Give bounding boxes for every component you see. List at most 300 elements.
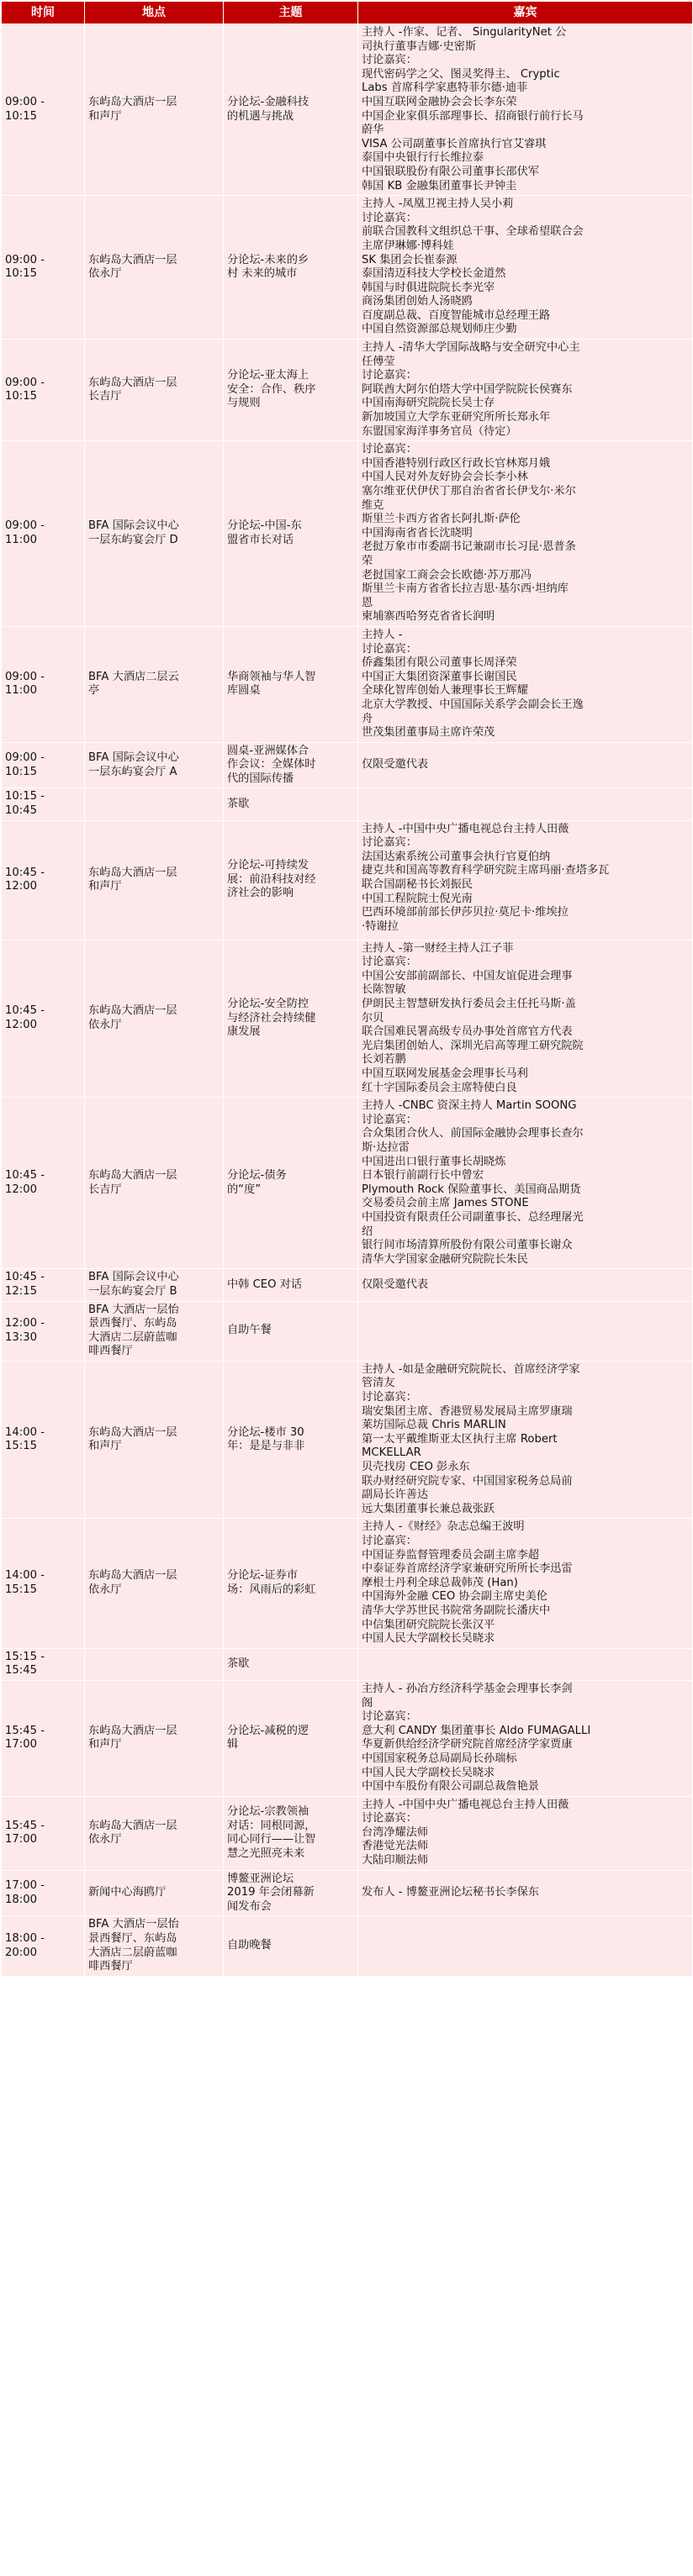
table-row	[2, 788, 693, 820]
time-line: 15:45 -	[5, 1819, 45, 1832]
venue-cell	[85, 742, 224, 788]
topic-line: 盟省市长对话	[227, 534, 294, 547]
topic-cell	[224, 820, 358, 940]
time-line: 12:00 -	[5, 1317, 45, 1330]
venue-line: 依永厅	[88, 1018, 122, 1031]
guests-line: 全球化智库创始人兼理事长王辉耀	[362, 684, 528, 698]
topic-line: 代的国际传播	[227, 772, 294, 785]
topic-line: 茶歇	[227, 1657, 250, 1671]
guests-line: 伊朗民主智慧研发执行委员会主任托马斯·盖	[362, 998, 576, 1011]
guests-line: 东盟国家海洋事务官员（待定）	[362, 424, 517, 438]
guests-cell	[358, 1361, 693, 1519]
time-line: 15:45	[5, 1664, 38, 1678]
venue-cell	[85, 1301, 224, 1361]
guests-line: 讨论嘉宾：	[362, 1710, 417, 1724]
table-row	[2, 1519, 693, 1648]
guests-line: 新加坡国立大学东亚研究所所长郑永年	[362, 411, 551, 424]
guests-line: 北京大学教授、中国国际关系学会副会长王逸	[362, 698, 584, 711]
guests-line: 主持人 -作家、记者、 SingularityNet 公	[362, 26, 567, 39]
table-row	[2, 1796, 693, 1870]
guests-line: 斯里兰卡西方省省长阿扎斯·萨伦	[362, 513, 521, 526]
venue-cell	[85, 1269, 224, 1301]
topic-line: 分论坛-中国-东	[227, 519, 302, 533]
time-line: 12:15	[5, 1284, 38, 1298]
venue-line: 依永厅	[88, 267, 122, 281]
venue-cell	[85, 196, 224, 340]
guests-line: 捷克共和国高等教育科学研究院主席玛丽·查塔多瓦	[362, 864, 610, 877]
topic-line: 自助午餐	[227, 1324, 272, 1337]
venue-line: BFA 国际会议中心	[88, 1271, 179, 1284]
table-row	[2, 1680, 693, 1796]
topic-line: 年：是是与非非	[227, 1440, 305, 1453]
venue-line: 亭	[88, 684, 100, 698]
guests-line: 中国中车股份有限公司副总裁詹艳景	[362, 1780, 539, 1794]
topic-line: 分论坛-楼市 30	[227, 1425, 304, 1439]
venue-line: 一层东屿宴会厅 A	[88, 765, 177, 778]
venue-line: 东屿岛大酒店一层	[88, 253, 177, 266]
topic-line: 分论坛-安全防控	[227, 998, 309, 1011]
venue-line: 大酒店二层蔚蓝咖	[88, 1330, 177, 1344]
guests-line: 清华大学苏世民书院常务副院长潘庆中	[362, 1604, 551, 1617]
guests-line: 瑞安集团主席、香港贸易发展局主席罗康瑞	[362, 1404, 573, 1418]
time-line: 10:45 -	[5, 866, 45, 879]
time-line: 10:45	[5, 804, 38, 818]
venue-line: 东屿岛大酒店一层	[88, 1819, 177, 1832]
time-cell	[2, 1361, 85, 1519]
venue-line: 和声厅	[88, 109, 122, 123]
guests-line: 阿联酋大阿尔伯塔大学中国学院院长侯赛东	[362, 382, 573, 396]
venue-cell	[85, 1648, 224, 1680]
guests-line: 主持人 -中国中央广播电视总台主持人田薇	[362, 1798, 569, 1811]
time-cell	[2, 340, 85, 441]
guests-line: 红十字国际委员会主席特使白良	[362, 1081, 517, 1094]
table-row	[2, 626, 693, 742]
guests-line: 中信集团研究院院长张汉平	[362, 1618, 495, 1631]
topic-line: 中韩 CEO 对话	[227, 1277, 303, 1291]
time-cell	[2, 1796, 85, 1870]
guests-cell	[358, 1680, 693, 1796]
guests-line: 主持人 -中国中央广播电视总台主持人田薇	[362, 822, 569, 835]
guests-cell	[358, 1916, 693, 1976]
guests-line: 主持人 - 孙冶方经济科学基金会理事长李剑	[362, 1682, 573, 1695]
venue-cell	[85, 1519, 224, 1648]
guests-line: 中国海外金融 CEO 协会副主席史美伦	[362, 1590, 548, 1604]
guests-line: 副局长许善达	[362, 1488, 429, 1502]
time-line: 09:00 -	[5, 253, 45, 266]
time-line: 09:00 -	[5, 670, 45, 683]
topic-cell	[224, 1680, 358, 1796]
guests-line: 阁	[362, 1696, 373, 1709]
time-cell	[2, 1098, 85, 1269]
venue-cell	[85, 940, 224, 1098]
time-cell	[2, 1269, 85, 1301]
table-row	[2, 196, 693, 340]
topic-cell	[224, 1916, 358, 1976]
venue-line: 东屿岛大酒店一层	[88, 1169, 177, 1183]
guests-line: 中国工程院院士倪光南	[362, 892, 473, 905]
guests-line: 讨论嘉宾：	[362, 443, 417, 456]
table-row	[2, 441, 693, 627]
topic-line: 分论坛-证券市	[227, 1569, 298, 1583]
table-row	[2, 1870, 693, 1916]
topic-line: 慧之光照亮未来	[227, 1846, 305, 1860]
time-line: 10:15	[5, 390, 38, 403]
time-line: 10:45 -	[5, 1004, 45, 1018]
header-topic: 主题	[224, 2, 358, 24]
time-cell	[2, 626, 85, 742]
topic-line: 分论坛-可持续发	[227, 859, 309, 872]
guests-line: 百度副总裁、百度智能城市总经理王路	[362, 308, 551, 322]
guests-line: 日本银行前副行长中曾宏	[362, 1169, 484, 1183]
guests-line: 华夏新供给经济学研究院首席经济学家贾康	[362, 1738, 573, 1752]
guests-line: 香港觉光法师	[362, 1840, 429, 1853]
venue-line: 东屿岛大酒店一层	[88, 95, 177, 108]
venue-line: 和声厅	[88, 880, 122, 893]
guests-line: 仅限受邀代表	[362, 1277, 429, 1291]
guests-line: 巴西环境部前部长伊莎贝拉·莫尼卡·维埃拉	[362, 906, 569, 919]
guests-line: 讨论嘉宾：	[362, 369, 417, 382]
topic-line: 华商领袖与华人智	[227, 670, 316, 683]
guests-line: 中国银联股份有限公司董事长邵伏军	[362, 165, 539, 178]
time-cell	[2, 820, 85, 940]
guests-line: 前联合国教科文组织总干事、全球希望联合会	[362, 225, 584, 239]
guests-line: 韩国与时俱进院院长李光宰	[362, 281, 495, 294]
guests-line: 长陈智敏	[362, 983, 406, 997]
topic-cell	[224, 788, 358, 820]
guests-line: 远大集团董事长兼总裁张跃	[362, 1502, 495, 1515]
guests-line: 舟	[362, 712, 373, 725]
guests-cell	[358, 626, 693, 742]
venue-cell	[85, 1870, 224, 1916]
guests-line: 中国互联网发展基金会理事长马利	[362, 1067, 528, 1080]
table-row	[2, 1269, 693, 1301]
guests-line: 讨论嘉宾：	[362, 642, 417, 656]
guests-line: 中国国家税务总局副局长孙瑞标	[362, 1752, 517, 1765]
table-row	[2, 940, 693, 1098]
topic-line: 作会议：全媒体时	[227, 758, 316, 772]
guests-line: 联合国副秘书长刘振民	[362, 878, 473, 892]
guests-cell	[358, 1796, 693, 1870]
guests-line: 台湾净耀法师	[362, 1825, 429, 1839]
guests-line: 侨鑫集团有限公司董事长周泽荣	[362, 656, 517, 670]
table-row	[2, 1098, 693, 1269]
time-line: 09:00 -	[5, 95, 45, 108]
topic-line: 分论坛-债务	[227, 1169, 287, 1183]
topic-cell	[224, 1870, 358, 1916]
time-line: 15:45 -	[5, 1724, 45, 1737]
guests-line: 塞尔维亚伏伊伏丁那自治省省长伊戈尔·米尔	[362, 485, 576, 498]
guests-line: 讨论嘉宾：	[362, 956, 417, 969]
guests-line: 莱坊国际总裁 Chris MARLIN	[362, 1419, 506, 1432]
guests-line: 中国南海研究院院长吴士存	[362, 397, 495, 410]
time-cell	[2, 441, 85, 627]
guests-line: 讨论嘉宾：	[362, 1812, 417, 1825]
guests-line: 联办财经研究院专家、中国国家税务总局前	[362, 1474, 573, 1488]
guests-line: 中国人民大学副校长吴晓求	[362, 1766, 495, 1779]
time-line: 15:15 -	[5, 1650, 45, 1663]
guests-line: 合众集团合伙人、前国际金融协会理事长查尔	[362, 1127, 584, 1140]
venue-line: 依永厅	[88, 1583, 122, 1597]
guests-line: 发布人 - 博鳌亚洲论坛秘书长李保东	[362, 1886, 539, 1899]
venue-line: 东屿岛大酒店一层	[88, 866, 177, 879]
venue-line: BFA 国际会议中心	[88, 751, 179, 764]
time-line: 10:15	[5, 109, 38, 123]
guests-cell	[358, 940, 693, 1098]
venue-cell	[85, 1098, 224, 1269]
time-line: 17:00	[5, 1738, 38, 1752]
guests-line: 中国公安部前副部长、中国友谊促进会理事	[362, 969, 573, 982]
topic-line: 与规则	[227, 397, 261, 410]
topic-line: 的机遇与挑战	[227, 109, 294, 123]
topic-cell	[224, 1796, 358, 1870]
topic-cell	[224, 441, 358, 627]
guests-line: 斯里兰卡南方省省长拉吉思·基尔西·坦纳库	[362, 582, 569, 596]
venue-line: 东屿岛大酒店一层	[88, 1004, 177, 1018]
time-line: 18:00 -	[5, 1932, 45, 1946]
topic-line: 分论坛-亚太海上	[227, 369, 309, 382]
guests-line: 恩	[362, 596, 373, 609]
guests-line: 大陆印顺法师	[362, 1854, 429, 1867]
time-line: 09:00 -	[5, 519, 45, 533]
guests-line: 中国自然资源部总规划师庄少勤	[362, 323, 517, 336]
guests-line: 斯·达拉雷	[362, 1140, 410, 1154]
guests-line: VISA 公司副董事长首席执行官艾睿琪	[362, 137, 547, 150]
time-line: 10:15	[5, 267, 38, 281]
guests-line: 尔贝	[362, 1011, 384, 1025]
topic-line: 安全：合作、秩序	[227, 382, 316, 396]
venue-line: 东屿岛大酒店一层	[88, 1425, 177, 1439]
guests-cell	[358, 340, 693, 441]
guests-line: 第一太平戴维斯亚太区执行主席 Robert	[362, 1432, 558, 1446]
time-line: 14:00 -	[5, 1425, 45, 1439]
guests-cell	[358, 742, 693, 788]
guests-line: 现代密码学之父、图灵奖得主、 Cryptic	[362, 67, 560, 81]
guests-cell	[358, 196, 693, 340]
guests-line: 中国投资有限责任公司副董事长、总经理屠光	[362, 1210, 584, 1224]
guests-line: 韩国 KB 金融集团董事长尹钟圭	[362, 179, 517, 192]
topic-cell	[224, 24, 358, 196]
time-line: 17:00 -	[5, 1878, 45, 1892]
guests-line: 讨论嘉宾：	[362, 211, 417, 224]
time-line: 15:15	[5, 1440, 38, 1453]
guests-line: 绍	[362, 1225, 373, 1238]
guests-line: 中国人民对外友好协会会长李小林	[362, 471, 528, 484]
guests-line: 世茂集团董事局主席许荣茂	[362, 726, 495, 740]
venue-line: 东屿岛大酒店一层	[88, 376, 177, 389]
guests-line: 仅限受邀代表	[362, 758, 429, 772]
venue-cell	[85, 441, 224, 627]
venue-cell	[85, 788, 224, 820]
topic-line: 分论坛-宗教领袖	[227, 1804, 309, 1818]
venue-line: 新闻中心海鸥厅	[88, 1886, 167, 1899]
topic-line: 辑	[227, 1738, 239, 1752]
time-line: 12:00	[5, 1183, 38, 1196]
venue-cell	[85, 1361, 224, 1519]
guests-line: 意大利 CANDY 集团董事长 Aldo FUMAGALLI	[362, 1724, 591, 1737]
venue-cell	[85, 340, 224, 441]
topic-line: 村 未来的城市	[227, 267, 298, 281]
table-row	[2, 24, 693, 196]
guests-line: 中国海南省省长沈晓明	[362, 526, 473, 540]
guests-line: 中国人民大学副校长吴晓求	[362, 1632, 495, 1646]
venue-cell	[85, 1680, 224, 1796]
time-line: 20:00	[5, 1946, 38, 1959]
guests-line: 荣	[362, 554, 373, 567]
guests-line: 清华大学国家金融研究院院长朱民	[362, 1252, 528, 1266]
topic-line: 场：风雨后的彩虹	[227, 1583, 316, 1597]
topic-line: 对话：同根同源，	[227, 1819, 316, 1832]
topic-cell	[224, 1519, 358, 1648]
time-line: 11:00	[5, 534, 38, 547]
guests-line: 银行间市场清算所股份有限公司董事长谢众	[362, 1239, 573, 1252]
topic-line: 库圆桌	[227, 684, 261, 698]
guests-line: 老挝万象市市委副书记兼副市长习昆·恩普条	[362, 540, 576, 554]
guests-line: 主席伊琳娜·博科娃	[362, 239, 454, 252]
guests-cell	[358, 1870, 693, 1916]
venue-line: 啡西餐厅	[88, 1345, 133, 1358]
header-time: 时间	[2, 2, 85, 24]
venue-line: 一层东屿宴会厅 B	[88, 1284, 177, 1298]
time-line: 11:00	[5, 684, 38, 698]
topic-cell	[224, 742, 358, 788]
guests-cell	[358, 1269, 693, 1301]
venue-cell	[85, 820, 224, 940]
guests-line: 中泰证券首席经济学家兼研究所所长李迅雷	[362, 1562, 573, 1576]
guests-line: 柬埔寨西哈努克省省长润明	[362, 610, 495, 624]
guests-line: 主持人 -《财经》杂志总编王波明	[362, 1520, 525, 1534]
time-line: 10:15 -	[5, 790, 45, 803]
guests-cell	[358, 441, 693, 627]
time-line: 09:00 -	[5, 376, 45, 389]
time-cell	[2, 940, 85, 1098]
topic-cell	[224, 1301, 358, 1361]
topic-line: 济社会的影响	[227, 887, 294, 900]
time-cell	[2, 788, 85, 820]
guests-line: 摩根士丹利全球总裁韩茂 (Han)	[362, 1576, 518, 1589]
header-row	[2, 2, 693, 24]
guests-line: 联合国难民署高级专员办事处首席官方代表	[362, 1025, 573, 1039]
time-cell	[2, 1519, 85, 1648]
venue-cell	[85, 626, 224, 742]
guests-line: 讨论嘉宾：	[362, 836, 417, 850]
guests-line: MCKELLAR	[362, 1446, 421, 1460]
guests-line: 管清友	[362, 1377, 395, 1390]
topic-cell	[224, 626, 358, 742]
venue-line: BFA 大酒店二层云	[88, 670, 179, 683]
time-line: 12:00	[5, 1018, 38, 1031]
venue-line: 大酒店二层蔚蓝咖	[88, 1946, 177, 1959]
guests-line: 主持人 -如是金融研究院院长、首席经济学家	[362, 1362, 580, 1376]
table-row	[2, 742, 693, 788]
guests-line: 法国达索系统公司董事会执行官夏伯纳	[362, 850, 551, 863]
topic-line: 自助晚餐	[227, 1939, 272, 1952]
table-row	[2, 1361, 693, 1519]
guests-line: 中国互联网金融协会会长李东荣	[362, 95, 517, 108]
venue-line: 和声厅	[88, 1440, 122, 1453]
venue-line: 东屿岛大酒店一层	[88, 1724, 177, 1737]
guests-cell	[358, 788, 693, 820]
topic-cell	[224, 1269, 358, 1301]
guests-line: 蔚华	[362, 124, 384, 137]
guests-line: 讨论嘉宾：	[362, 1535, 417, 1547]
venue-line: BFA 大酒店一层怡	[88, 1918, 179, 1931]
guests-line: 主持人 -	[362, 628, 403, 641]
topic-line: 2019 年会闭幕新	[227, 1886, 315, 1899]
table-row	[2, 1301, 693, 1361]
time-cell	[2, 1301, 85, 1361]
venue-line: 景西餐厅、东屿岛	[88, 1317, 177, 1330]
guests-line: 司执行董事吉娜·史密斯	[362, 40, 477, 53]
topic-cell	[224, 196, 358, 340]
venue-line: BFA 大酒店一层怡	[88, 1303, 179, 1316]
guests-cell	[358, 1648, 693, 1680]
time-cell	[2, 1680, 85, 1796]
time-line: 10:15	[5, 765, 38, 778]
time-cell	[2, 24, 85, 196]
topic-line: 与经济社会持续健	[227, 1011, 316, 1025]
guests-line: 中国证券监督管理委员会副主席李超	[362, 1548, 539, 1562]
guests-cell	[358, 1301, 693, 1361]
guests-line: 讨论嘉宾：	[362, 1391, 417, 1404]
guests-line: 泰国中央银行行长维拉泰	[362, 151, 484, 165]
topic-line: 分论坛-减税的逻	[227, 1724, 309, 1737]
venue-line: 长吉厅	[88, 1183, 122, 1196]
header-guests: 嘉宾	[358, 2, 693, 24]
guests-line: 任傅莹	[362, 355, 395, 368]
guests-line: 维克	[362, 498, 384, 512]
time-line: 15:15	[5, 1583, 38, 1597]
topic-cell	[224, 1361, 358, 1519]
topic-line: 分论坛-金融科技	[227, 95, 309, 108]
guests-line: 中国企业家俱乐部理事长、招商银行前行长马	[362, 109, 584, 123]
time-line: 10:45 -	[5, 1169, 45, 1183]
guests-line: 主持人 -凤凰卫视主持人吴小莉	[362, 198, 514, 211]
topic-cell	[224, 340, 358, 441]
table-row	[2, 340, 693, 441]
header-venue: 地点	[85, 2, 224, 24]
venue-line: 长吉厅	[88, 390, 122, 403]
guests-line: Plymouth Rock 保险董事长、美国商品期货	[362, 1183, 581, 1196]
venue-line: 依永厅	[88, 1833, 122, 1846]
venue-line: 东屿岛大酒店一层	[88, 1569, 177, 1583]
guests-line: 中国进出口银行董事长胡晓炼	[362, 1155, 506, 1168]
time-cell	[2, 1648, 85, 1680]
time-cell	[2, 1916, 85, 1976]
table-row	[2, 820, 693, 940]
guests-line: 长刘若鹏	[362, 1053, 406, 1067]
topic-line: 康发展	[227, 1025, 261, 1039]
venue-line: BFA 国际会议中心	[88, 519, 179, 533]
time-line: 18:00	[5, 1893, 38, 1906]
topic-line: 的“度”	[227, 1183, 262, 1196]
time-line: 12:00	[5, 880, 38, 893]
guests-line: 贝壳找房 CEO 彭永东	[362, 1461, 470, 1474]
topic-line: 闻发布会	[227, 1899, 272, 1913]
topic-line: 茶歇	[227, 797, 250, 810]
venue-line: 一层东屿宴会厅 D	[88, 534, 178, 547]
guests-line: 光启集团创始人、深圳光启高等理工研究院院	[362, 1039, 584, 1052]
guests-line: 讨论嘉宾：	[362, 1113, 417, 1126]
venue-cell	[85, 1916, 224, 1976]
guests-line: 泰国清迈科技大学校长金道然	[362, 267, 506, 281]
time-line: 10:45 -	[5, 1271, 45, 1284]
time-cell	[2, 196, 85, 340]
time-line: 13:30	[5, 1330, 38, 1344]
topic-line: 圆桌-亚洲媒体合	[227, 744, 309, 757]
guests-line: 主持人 -CNBC 资深主持人 Martin SOONG	[362, 1099, 577, 1113]
guests-line: 讨论嘉宾：	[362, 54, 417, 67]
schedule-table	[1, 1, 693, 1977]
